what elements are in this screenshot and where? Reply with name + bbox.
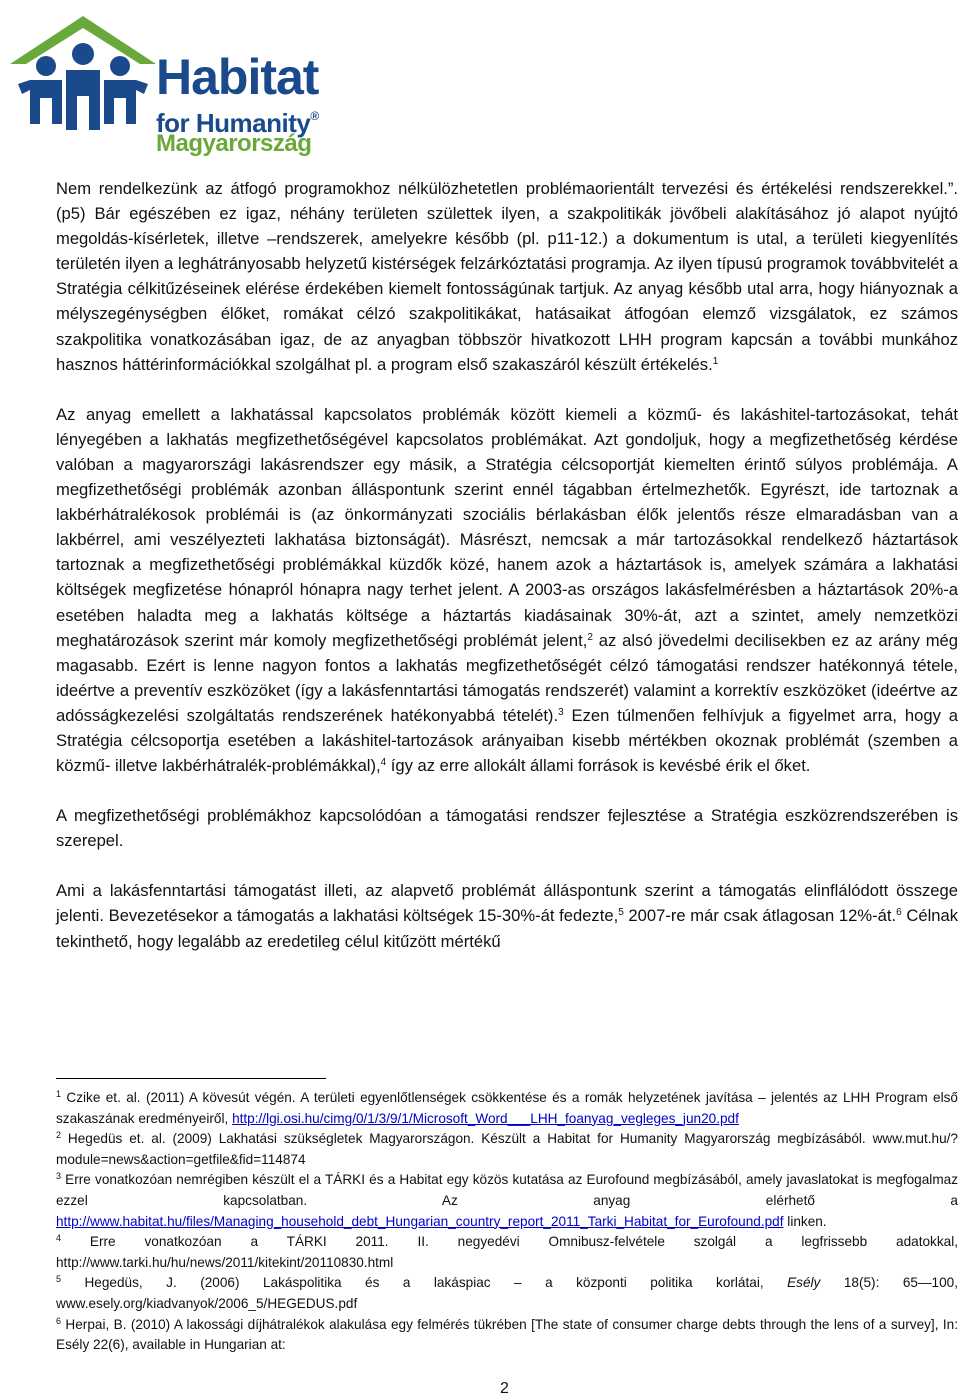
footnote-4: $^4$ Erre vonatkozóan a TÁRKI 2011. II. negyedévi Omnibusz-felvétele szolgál a legfrissebb adatokkal, http://www.tarki.hu/hu/news/2011/kitekint/20110830.html [56, 1233, 958, 1270]
paragraph-1: Nem rendelkezünk az átfogó programokhoz nélkülözhetetlen problémaorientált tervezési és értékelési rendszerekkel.”. (p5) Bár egészében ez igaz, néhány területen születtek ilyen, a szakpolitikák jövőbeli alakításához jó alapot nyújtó megoldás-kísérletek, illetve –rendszerek, amelyekre később (pl. p11-12.) a dokumentum is utal, a területi kiegyenlítés területén ilyen a leghátrányosabb helyzetű kistérségek felzárkóztatási programja. Az ilyen típusú programok továbbvitelét a Stratégia célkitűzéseinek elérése érdekében kiemelt fontosságúnak tartjuk. Az anyag később utal arra, hogy hiányoznak a mélyszegénységben élőket, romákat célzó szakpolitikákat, hatásaikat átfogóan elemző vizsgálatok, ez számos szakpolitika vonatkozásában igaz, de az anyagban többször hivatkozott LHH program kapcsán a további munkához hasznos háttérinformációkkal szolgálhat pl. a program első szakaszáról készült értékelés.$^1$ [56, 179, 958, 374]
logo-wordmark [156, 49, 319, 138]
habitat-logo [8, 14, 328, 157]
footnote-ref-3[interactable]: 3 [558, 706, 564, 718]
footnote-ref-1[interactable]: 1 [712, 355, 719, 367]
paragraph-2: Az anyag emellett a lakhatással kapcsolatos problémák között kiemeli a közmű- és lakáshitel-tartozásokat, tehát lényegében a lakhatás megfizethetőségével kapcsolatos problémákat. Azt gondoljuk, hogy a megfizethetőség kérdése valóban a magyarországi lakásrendszer egy másik, a Stratégia célcsoportját kiemelten érintő súlyos problémája. A megfizethetőségi problémák azonban álláspontunk szerint ennél tágabban értelmezhetők. Egyrészt, ide tartoznak a lakbérhátralékosok problémái is (az önkormányzati szociális bérlakásban élők jelentős része elmaradásban van a lakbérrel, ami veszélyezteti lakhatása biztonságát). Másrészt, nemcsak a már tartozásokkal rendelkező háztartások tartoznak a megfizethetőségi problémákkal küzdők közé, hanem azok a háztartások is, amelyek számára a lakhatási költségek megfizetése hónapról hónapra nagy terhet jelent. A 2003-as országos lakásfelmérésben a háztartások 20%-a esetében haladta meg a lakhatás költsége a háztartás kiadásainak 30%-át, azt a szintet, amely nemzetközi meghatározások szerint már komoly megfizethetőségi problémát jelent,$^2$ az alsó jövedelmi decilisekben ez az arány még magasabb. Ezért is lenne nagyon fontos a lakhatás megfizethetőségét célzó támogatási rendszer hatékonnyá tétele, ideértve a preventív eszközöket (így a lakásfenntartási támogatás rendszerét) valamint a korrektív eszközöket (ideértve az adósságkezelési szolgáltatás rendszerének hatékonyabbá tételét).$^3$ Ezen túlmenően felhívjuk a figyelmet arra, hogy a Stratégia célcsoportja esetében a lakáshitel-tartozások arányaiban kisebb mértékben okoznak problémát (szemben a közmű- illetve lakbérhátralék-problémákkal),$^4$ így az erre allokált állami források is kevésbé érik el őket. [56, 404, 959, 776]
footnote-1-link[interactable]: http://lgi.osi.hu/cimg/0/1/3/9/1/Microsoft_Word___LHH_foanyag_vegleges_jun20.pdf [232, 1110, 739, 1126]
logo-for-humanity-text: for Humanity® [156, 108, 319, 138]
footnote-ref-2[interactable]: 2 [587, 631, 593, 643]
footnote-3: $^3$ Erre vonatkozóan nemrégiben készült el a TÁRKI és a Habitat egy közös kutatása az Eurofound megbízásából, amely javaslatokat is megfogalmaz ezzel kapcsolatban. Az anyag elérhető a http://www.habitat.hu/files/Managing_household_debt_Hungarian_country_report_2011_Tarki_Habitat_for_Eurofound.pdf linken. [56, 1171, 958, 1229]
page-number: 2 [500, 1380, 509, 1397]
footnote-separator [56, 1078, 326, 1079]
footnote-6: $^6$ Herpai, B. (2010) A lakossági díjhátralékok alakulása egy felmérés tükrében [The state of consumer charge debts through the lens of a survey], In: Esély 22(6), available in Hungarian at: [56, 1315, 958, 1353]
paragraph-4: Ami a lakásfenntartási támogatást illeti, az alapvető problémát álláspontunk szerint a támogatás elinflálódott összege jelenti. Bevezetésekor a támogatás a lakhatási költségek 15-30%-át fedezte,$^5$ 2007-re már csak átlagosan 12%-át.$^6$ Célnak tekinthető, hogy legalább az eredetileg célul kitűzött mértékű [56, 881, 959, 951]
footnote-5: $^5$ Hegedüs, J. (2006) Lakáspolitika és a lakáspiac – a központi politika korlátai, Esély 18(5): 65—100, www.esely.org/kiadvanyok/2006_5/HEGEDUS.pdf [56, 1274, 958, 1311]
logo-country-text: Magyarország [156, 130, 312, 157]
document-body [56, 176, 958, 979]
logo-habitat-text: Habitat [156, 49, 319, 105]
footnote-3-link[interactable]: http://www.habitat.hu/files/Managing_household_debt_Hungarian_country_report_2011_Tarki_Habitat_for_Eurofound.pdf [56, 1213, 784, 1229]
footnote-ref-4[interactable]: 4 [380, 757, 387, 769]
footnote-ref-5[interactable]: 5 [618, 907, 624, 919]
footnotes [56, 1088, 958, 1356]
habitat-house-icon [8, 14, 158, 144]
footnote-ref-6[interactable]: 6 [896, 907, 902, 919]
footnote-2: $^2$ Hegedüs et. al. (2009) Lakhatási szükségletek Magyarországon. Készült a Habitat for Humanity Magyarország megbízásából. www.mut.hu/?module=news&action=getfile&fid=114874 [56, 1130, 958, 1167]
footnote-1: $^1$ Czike et. al. (2011) A kövesút végén. A területi egyenlőtlenségek csökkentése és a romák helyzetének javítása – jelentés az LHH Program első szakaszának eredményeiről, http://lgi.osi.hu/cimg/0/1/3/9/1/Microsoft_Word___LHH_foanyag_vegleges_jun20.pdf [56, 1089, 958, 1126]
paragraph-3: A megfizethetőségi problémákhoz kapcsolódóan a támogatási rendszer fejlesztése a Stratégia eszközrendszerében is szerepel. [56, 806, 958, 851]
